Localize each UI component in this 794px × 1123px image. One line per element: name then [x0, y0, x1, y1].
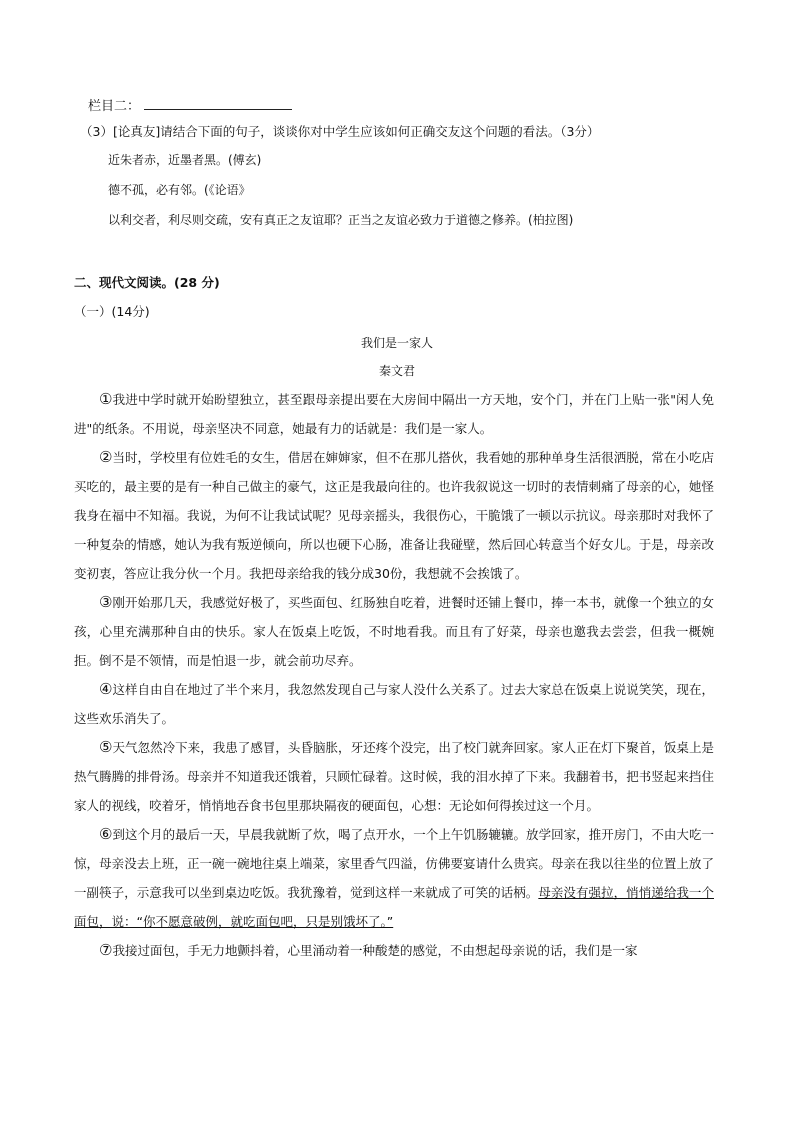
paragraph-text: 我进中学时就开始盼望独立，甚至跟母亲提出要在大房间中隔出一方天地，安个门，并在门上贴一张"闲人免进"的纸条。不用说，母亲坚决不同意，她最有力的话就是：我们是一家人。: [74, 392, 714, 436]
paragraph-number: ②: [99, 448, 113, 466]
paragraph-number: ⑦: [99, 941, 113, 959]
paragraph-text: 天气忽然冷下来，我患了感冒，头昏脑胀，牙还疼个没完，出了校门就奔回家。家人正在灯下聚首，饭桌上是热气腾腾的排骨汤。母亲并不知道我还饿着，只顾忙碌着。这时候，我的泪水掉了下来。我翻着书，把书竖起来挡住家人的视线，咬着牙，悄悄地吞食书包里那块隔夜的硬面包，心想：无论如何得挨过这一个月。: [74, 740, 714, 813]
part-1-label: （一）(14分): [74, 304, 150, 319]
paragraph-text: 这样自由自在地过了半个来月，我忽然发现自己与家人没什么关系了。过去大家总在饭桌上说说笑笑，现在，这些欢乐消失了。: [74, 682, 714, 726]
paragraph-text: 刚开始那几天，我感觉好极了，买些面包、红肠独自吃着，进餐时还铺上餐巾，捧一本书，就像一个独立的女孩，心里充满那种自由的快乐。家人在饭桌上吃饭，不时地看我。而且有了好菜，母亲也邀我去尝尝，但我一概婉拒。倒不是不领情，而是怕退一步，就会前功尽弃。: [74, 595, 714, 668]
paragraph-7: [74, 936, 714, 965]
paragraph-number: ⑤: [99, 738, 113, 756]
column2-label: 栏目二：: [88, 99, 141, 114]
paragraph-1: [74, 385, 714, 443]
article-title: 我们是一家人: [360, 336, 433, 350]
section-2-title: 二、现代文阅读。(28 分): [74, 275, 220, 290]
paragraph-number: ③: [99, 593, 113, 611]
column2-line: [88, 96, 292, 115]
article-author: 秦文君: [378, 364, 415, 378]
question-3-number: （3）: [80, 124, 113, 139]
paragraph-number: ①: [99, 390, 113, 408]
paragraph-number: ④: [99, 680, 113, 698]
quote-3: 以利交者，利尽则交疏，安有真正之友谊耶？正当之友谊必致力于道德之修养。(柏拉图): [108, 213, 574, 227]
paragraph-3: [74, 588, 714, 675]
article-body: [74, 385, 714, 965]
question-3-text: [论真友]请结合下面的句子，谈谈你对中学生应该如何正确交友这个问题的看法。（3分）: [112, 124, 600, 139]
column2-blank-field[interactable]: [144, 96, 292, 110]
paragraph-4: [74, 675, 714, 733]
paragraph-number: ⑥: [99, 825, 113, 843]
underlined-sentence: 母亲没有强拉，悄悄递给我一个面包，说：“你不愿意破例，就吃面包吧，只是别饿坏了。”: [74, 885, 714, 929]
paragraph-text: 我接过面包，手无力地颤抖着，心里涌动着一种酸楚的感觉，不由想起母亲说的话，我们是一家: [112, 943, 638, 958]
paragraph-6: [74, 820, 714, 936]
paragraph-text: 当时，学校里有位姓毛的女生，借居在婶婶家，但不在那儿搭伙，我看她的那种单身生活很洒脱，常在小吃店买吃的，最主要的是有一种自己做主的豪气，这正是我最向往的。也许我叙说这一切时的表情刺痛了母亲的心，她怪我身在福中不知福。我说，为何不让我试试呢？见母亲摇头，我很伤心，干脆饿了一顿以示抗议。母亲那时对我怀了一种复杂的情感，她认为我有叛逆倾向，所以也硬下心肠，准备让我碰壁，然后回心转意当个好女儿。于是，母亲改变初衷，答应让我分伙一个月。我把母亲给我的钱分成30份，我想就不会挨饿了。: [74, 450, 714, 581]
quote-2: 德不孤，必有邻。(《论语》: [108, 183, 251, 197]
question-3-prompt: [80, 124, 599, 140]
paragraph-2: [74, 443, 714, 588]
paragraph-5: [74, 733, 714, 820]
quote-1: 近朱者赤，近墨者黑。(傅玄): [108, 153, 262, 167]
paragraph-text: 到这个月的最后一天，早晨我就断了炊，喝了点开水，一个上午饥肠辘辘。放学回家，推开房门，不由大吃一惊，母亲没去上班，正一碗一碗地往桌上端菜，家里香气四溢，仿佛要宴请什么贵宾。母亲在我以往坐的位置上放了一副筷子，示意我可以坐到桌边吃饭。我犹豫着，觉到这样一来就成了可笑的话柄。: [74, 827, 714, 900]
